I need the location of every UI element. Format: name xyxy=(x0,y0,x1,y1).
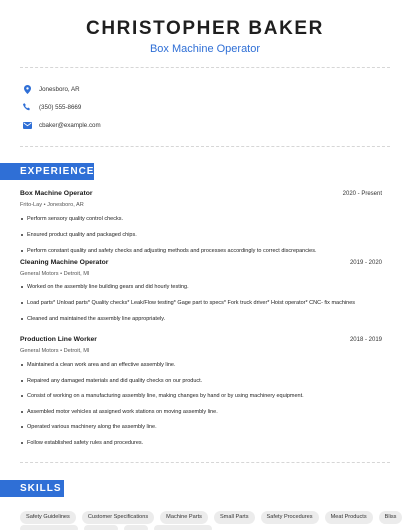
email-icon xyxy=(22,120,32,130)
location-pin-icon xyxy=(22,84,32,94)
experience-section-title: EXPERIENCE xyxy=(0,163,94,180)
skill-chip: Customer Specifications xyxy=(82,511,154,524)
resume-header xyxy=(0,18,410,56)
skill-chip: Safety Guidelines xyxy=(20,511,76,524)
job-bullet: Load parts* Unload parts* Quality checks* Leak/Flow testing* Gage part to specs* Fork truck driver* Hoist operator* CNC- fix machines xyxy=(20,299,360,307)
location-text: Jonesboro, AR xyxy=(39,85,80,93)
divider xyxy=(20,462,390,463)
skill-chip: Small Parts xyxy=(214,511,255,524)
job-entry xyxy=(20,336,382,447)
skill-chip-partial xyxy=(20,525,78,530)
skill-chip-partial xyxy=(124,525,148,530)
candidate-name: CHRISTOPHER BAKER xyxy=(86,18,324,39)
contact-phone xyxy=(22,101,81,113)
job-entry xyxy=(20,190,382,255)
phone-text: (350) 555-8669 xyxy=(39,103,82,111)
job-entry xyxy=(20,259,382,323)
contact-location xyxy=(22,83,80,95)
skills-list-overflow xyxy=(20,525,410,530)
phone-icon xyxy=(22,102,32,112)
job-bullet: Perform constant quality and safety checks and adjusting methods and processes accordingly to correct discrepancies. xyxy=(20,247,382,255)
job-title: Production Line Worker xyxy=(20,336,97,343)
skill-chip-partial xyxy=(154,525,212,530)
job-bullet: Maintained a clean work area and an effective assembly line. xyxy=(20,361,382,369)
job-bullet: Assembled motor vehicles at assigned work stations on moving assembly line. xyxy=(20,408,382,416)
skill-chip: Safety Procedures xyxy=(261,511,319,524)
job-title: Cleaning Machine Operator xyxy=(20,259,109,266)
divider xyxy=(20,146,390,147)
job-dates: 2018 - 2019 xyxy=(349,337,382,343)
job-company: Frito-Lay • Jonesboro, AR xyxy=(20,202,84,208)
skill-chip: Machine Parts xyxy=(160,511,208,524)
job-title: Box Machine Operator xyxy=(20,190,93,197)
contact-email xyxy=(22,119,101,131)
skill-chip: Meat Products xyxy=(325,511,373,524)
job-bullet: Consist of working on a manufacturing assembly line, making changes by hand or by using machinery equipment. xyxy=(20,392,382,400)
job-bullet: Follow established safety rules and procedures. xyxy=(20,439,382,447)
job-bullet: Ensured product quality and packaged chips. xyxy=(20,231,382,239)
job-bullet: Repaired any damaged materials and did quality checks on our product. xyxy=(20,377,382,385)
job-bullet: Cleaned and maintained the assembly line appropriately. xyxy=(20,315,382,323)
skill-chip: Bliss xyxy=(379,511,403,524)
skill-chip-partial xyxy=(84,525,118,530)
job-dates: 2020 - Present xyxy=(342,191,382,197)
skills-list xyxy=(20,511,410,524)
job-bullet: Worked on the assembly line building gears and did hourly testing. xyxy=(20,283,382,291)
candidate-role: Box Machine Operator xyxy=(149,43,261,55)
job-bullet: Perform sensory quality control checks. xyxy=(20,215,382,223)
divider xyxy=(20,67,390,68)
email-text: cbaker@example.com xyxy=(39,121,101,129)
job-company: General Motors • Detroit, MI xyxy=(20,271,90,277)
job-company: General Motors • Detroit, MI xyxy=(20,348,90,354)
job-dates: 2019 - 2020 xyxy=(349,260,382,266)
skills-section-title: SKILLS xyxy=(0,480,64,497)
job-bullet: Operated various machinery along the assembly line. xyxy=(20,423,382,431)
